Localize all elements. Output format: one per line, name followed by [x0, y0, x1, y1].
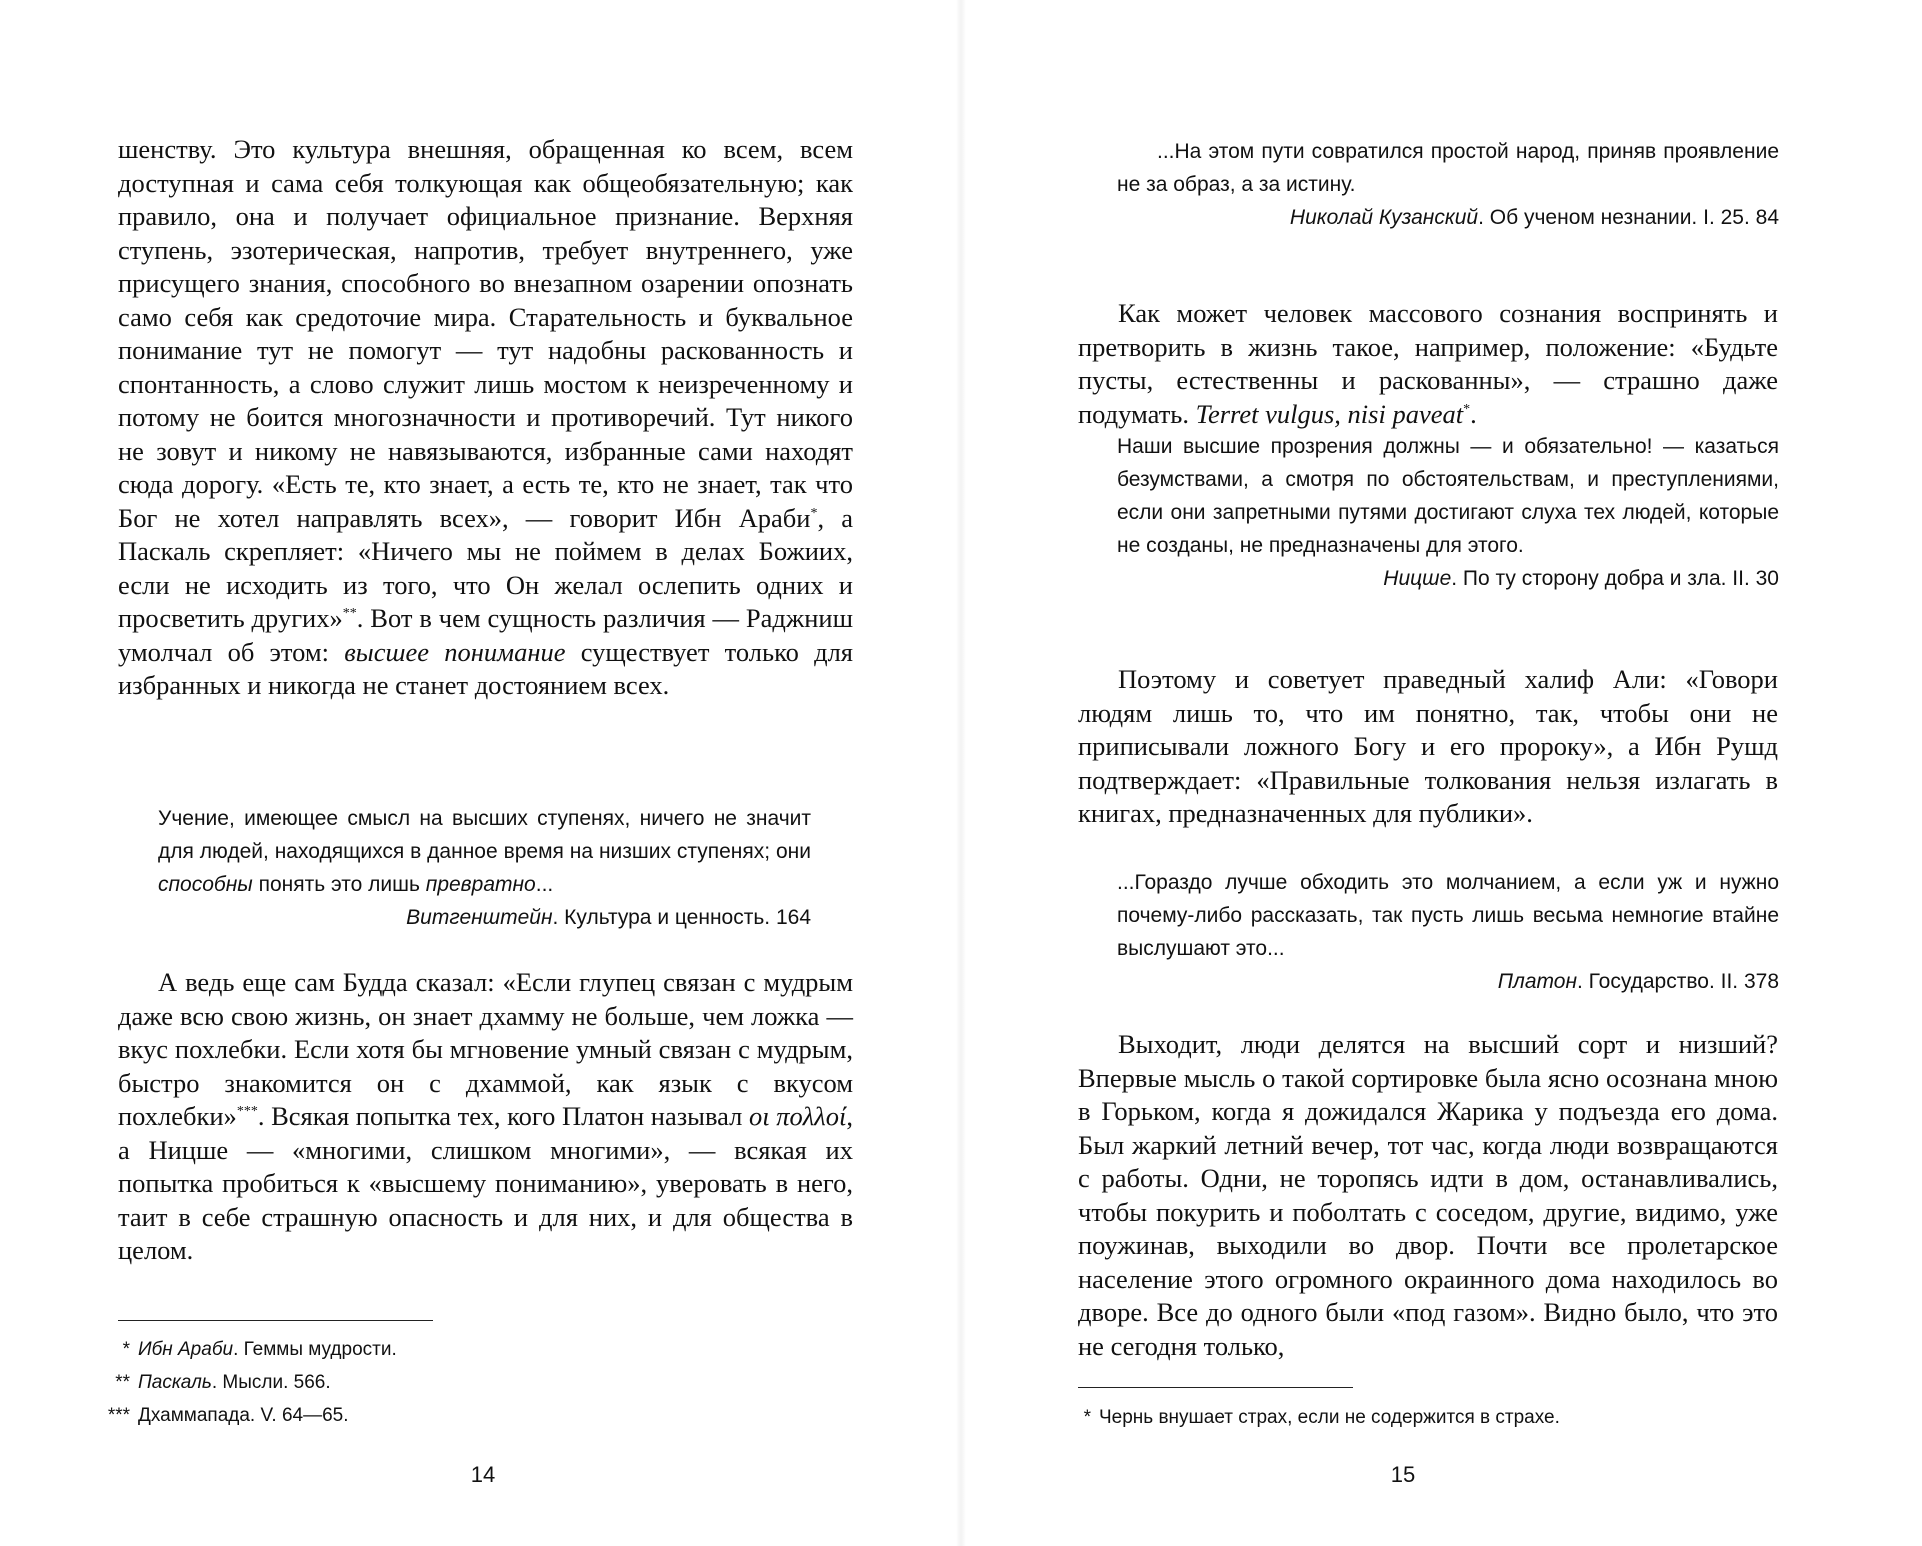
footnote-rule: [1078, 1387, 1353, 1388]
footnote: *** Дхаммапада. V. 64—65.: [107, 1405, 349, 1426]
right-page: [961, 0, 1922, 1546]
right-blockquote-2: Наши высшие прозрения должны — и обязательно! — казаться безумствами, а смотря по обстоятельствам, и преступлениями, если они запретными путями достигают слуха тех людей, которые не созданы, не предназначены для этого. Ницше. По ту сторону добра и зла. II. 30: [1117, 430, 1779, 595]
left-quote-attribution: Витгенштейн. Культура и ценность. 164: [406, 906, 811, 929]
footnote-rule: [118, 1320, 433, 1321]
right-blockquote-1: ...На этом пути совратился простой народ, приняв проявление не за образ, а за истину. Николай Кузанский. Об ученом незнании. I. 25. 84: [1117, 135, 1779, 234]
footnote: * Ибн Араби. Геммы мудрости.: [122, 1339, 397, 1360]
footnote: ** Паскаль. Мысли. 566.: [115, 1372, 331, 1393]
right-paragraph-3: Выходит, люди делятся на высший сорт и низший? Впервые мысль о такой сортировке была ясно осознана мною в Горьком, когда я дожидался Жарика у подъезда его дома. Был жаркий летний вечер, тот час, когда люди возвращаются с работы. Одни, не торопясь идти в дом, останавливались, чтобы покурить и поболтать с соседом, другие, видимо, уже поужинав, выходили во двор. Почти все пролетарское население этого огромного окраинного дома находилось во дворе. Все до одного были «под газом». Видно было, что это не сегодня только,: [1078, 1029, 1778, 1361]
page-number: 14: [470, 1462, 496, 1487]
page-number: 15: [1390, 1462, 1416, 1487]
right-footnotes: [1061, 1401, 1761, 1434]
left-paragraph-2: А ведь еще сам Будда сказал: «Если глупец связан с мудрым даже всю свою жизнь, он знает дхамму не больше, чем ложка — вкус похлебки. Если хотя бы мгновение умный связан с мудрым, быстро знакомится он с дхаммой, как язык с вкусом похлебки»***. Всякая попытка тех, кого Платон называл οι πολλοί, а Ницше — «многими, слишком многими», — всякая их попытка пробиться к «высшему пониманию», уверовать в него, таит в себе страшную опасность и для них, и для общества в целом.: [118, 967, 853, 1265]
right-quote-1-attribution: Николай Кузанский. Об ученом незнании. I. 25. 84: [1289, 206, 1779, 229]
right-paragraph-2: Поэтому и советует праведный халиф Али: «Говори людям лишь то, что им понятно, так, чтобы они не приписывали ложного Богу и его пророку», а Ибн Рушд подтверждает: «Правильные толкования нельзя излагать в книгах, предназначенных для публики».: [1078, 664, 1778, 828]
footnote: * Чернь внушает страх, если не содержится в страхе.: [1083, 1407, 1560, 1428]
right-quote-2-attribution: Ницше. По ту сторону добра и зла. II. 30: [1383, 567, 1779, 590]
left-paragraph-1: шенству. Это культура внешняя, обращенная ко всем, всем доступная и сама себя толкующая как общеобязательную; как правило, она и получает официальное признание. Верхняя ступень, эзотерическая, напротив, требует внутреннего, уже присущего знания, способного во внезапном озарении опознать само себя как средоточие мира. Старательность и буквальное понимание тут не помогут — тут надобны раскованность и спонтанность, а слово служит лишь мостом к неизреченному и потому не боится многозначности и противоречий. Тут никого не зовут и никому не навязываются, избранные сами находят сюда дорогу. «Есть те, кто знает, а есть те, кто не знает, так что Бог не хотел направлять всех», — говорит Ибн Араби*, а Паскаль скрепляет: «Ничего мы не поймем в делах Божиих, если не исходить из того, что Он желал ослепить одних и просветить других»**. Вот в чем сущность различия — Раджниш умолчал об этом: высшее понимание существует только для избранных и никогда не станет достоянием всех.: [118, 134, 853, 700]
left-blockquote: Учение, имеющее смысл на высших ступенях, ничего не значит для людей, находящихся в данное время на низших ступенях; они способны понять это лишь превратно... Витгенштейн. Культура и ценность. 164: [158, 802, 811, 934]
right-paragraph-1: Как может человек массового сознания воспринять и претворить в жизнь такое, например, положение: «Будьте пусты, естественны и раскованны», — страшно даже подумать. Terret vulgus, nisi paveat*.: [1078, 298, 1778, 429]
left-footnotes: [80, 1333, 780, 1432]
right-blockquote-3: ...Гораздо лучше обходить это молчанием, а если уж и нужно почему-либо рассказать, так пусть лишь весьма немногие втайне выслушают это... Платон. Государство. II. 378: [1117, 866, 1779, 998]
right-quote-3-attribution: Платон. Государство. II. 378: [1497, 970, 1779, 993]
